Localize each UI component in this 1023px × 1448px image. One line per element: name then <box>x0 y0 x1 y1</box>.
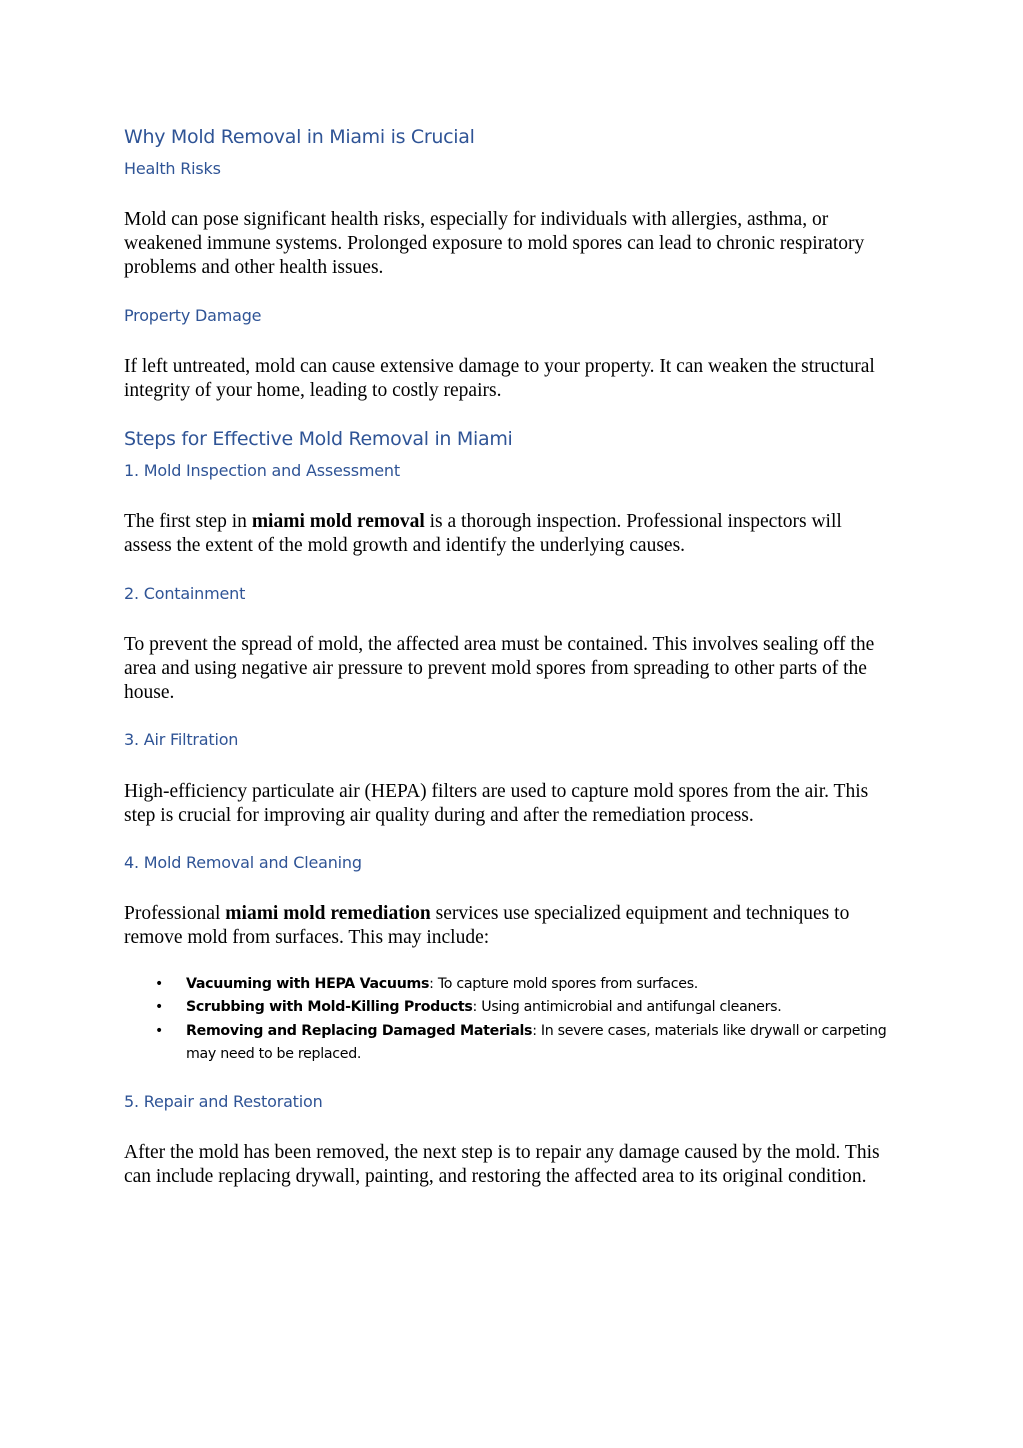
step1-keyword: miami mold removal <box>251 511 425 532</box>
main-title: Why Mold Removal in Miami is Crucial <box>124 126 475 148</box>
step2-heading: 2. Containment <box>124 584 246 603</box>
bullet-description: : To capture mold spores from surfaces. <box>429 976 699 992</box>
bullet-term: Removing and Replacing Damaged Materials <box>186 1022 533 1039</box>
step1-heading: 1. Mold Inspection and Assessment <box>124 461 400 480</box>
steps-title: Steps for Effective Mold Removal in Miami <box>124 428 513 450</box>
step4-heading: 4. Mold Removal and Cleaning <box>124 853 362 872</box>
list-item <box>150 1020 890 1067</box>
bullet-term: Vacuuming with HEPA Vacuums <box>186 976 430 992</box>
step3-heading: 3. Air Filtration <box>124 730 239 749</box>
bullet-term: Scrubbing with Mold-Killing Products <box>186 999 473 1016</box>
step4-keyword: miami mold remediation <box>225 903 431 924</box>
property-damage-heading: Property Damage <box>124 306 262 325</box>
health-risks-heading: Health Risks <box>124 159 221 178</box>
step4-bullet-list <box>150 973 890 1066</box>
step5-paragraph: After the mold has been removed, the next step is to repair any damage caused by the mold. This can include replacing drywall, painting, and restoring the affected area to its original condition. <box>124 1142 880 1187</box>
list-item <box>150 973 890 996</box>
bullet-icon: • <box>155 1022 163 1039</box>
step4-text-before: Professional <box>124 903 226 924</box>
step2-paragraph: To prevent the spread of mold, the affected area must be contained. This involves sealing off the area and using negative air pressure to prevent mold spores from spreading to other parts of the house. <box>124 634 875 703</box>
bullet-icon: • <box>155 999 163 1016</box>
bullet-description: : Using antimicrobial and antifungal cleaners. <box>472 999 782 1016</box>
step3-paragraph: High-efficiency particulate air (HEPA) filters are used to capture mold spores from the air. This step is crucial for improving air quality during and after the remediation process. <box>124 781 869 826</box>
step1-text-after: is a thorough inspection. Professional inspectors will assess the extent of the mold growth and identify the underlying causes. <box>124 511 842 556</box>
step4-text-after: services use specialized equipment and techniques to remove mold from surfaces. This may include: <box>124 903 850 948</box>
step5-heading: 5. Repair and Restoration <box>124 1092 323 1111</box>
bullet-description: : In severe cases, materials like drywall or carpeting may need to be replaced. <box>186 1022 887 1062</box>
step4-paragraph <box>124 902 894 950</box>
list-item <box>150 996 890 1019</box>
bullet-icon: • <box>155 976 163 992</box>
step1-text-before: The first step in <box>124 511 252 532</box>
step1-paragraph <box>124 510 894 558</box>
property-damage-paragraph: If left untreated, mold can cause extensive damage to your property. It can weaken the structural integrity of your home, leading to costly repairs. <box>124 356 875 401</box>
health-risks-paragraph: Mold can pose significant health risks, especially for individuals with allergies, asthma, or weakened immune systems. Prolonged exposure to mold spores can lead to chronic respiratory problems and other health issues. <box>124 209 865 278</box>
